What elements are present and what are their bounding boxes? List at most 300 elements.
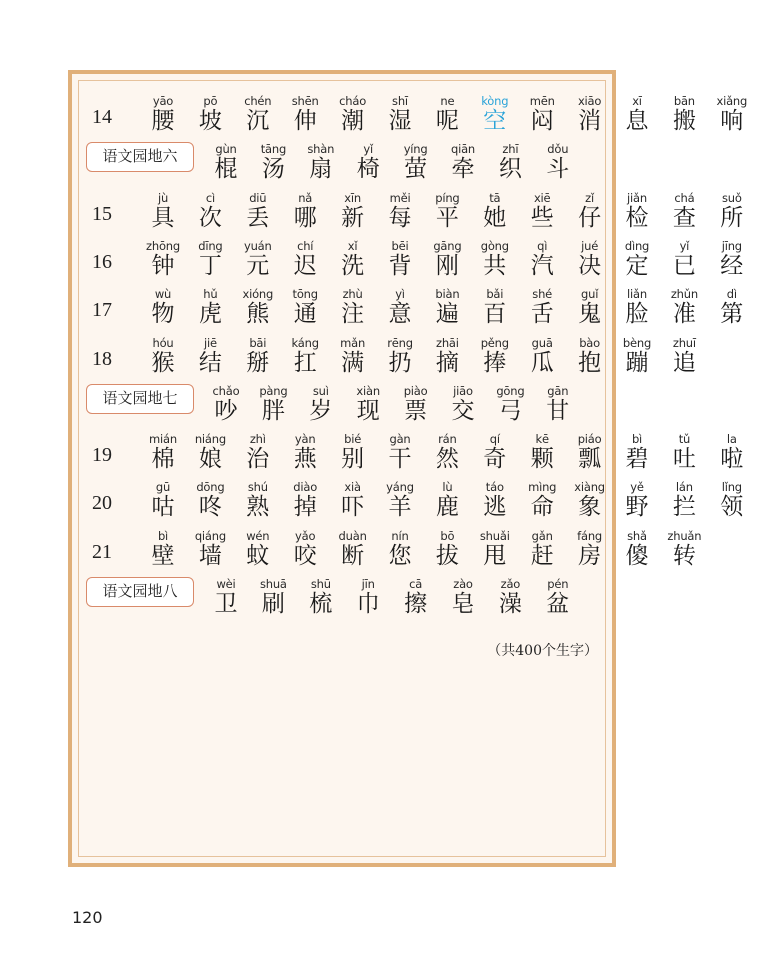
hanzi: 断 [341, 542, 365, 569]
pinyin: guǐ [581, 287, 599, 302]
hanzi: 鬼 [578, 301, 602, 328]
character-cell [140, 175, 186, 231]
hanzi: 咕 [151, 494, 175, 521]
hanzi: 傻 [625, 542, 649, 569]
pinyin: xiàng [574, 480, 605, 495]
hanzi: 皂 [451, 591, 475, 617]
character-cell [330, 271, 376, 328]
character-cell [235, 271, 281, 328]
hanzi: 注 [341, 301, 365, 328]
pinyin: gōng [496, 383, 525, 398]
character-cell [235, 464, 281, 521]
hanzi: 决 [578, 252, 602, 279]
character-cell [614, 416, 660, 473]
pinyin: guā [531, 335, 553, 350]
pinyin: lù [442, 480, 453, 495]
hanzi: 第 [720, 301, 744, 328]
character-cell [709, 223, 755, 279]
page-frame [68, 70, 748, 867]
character-cell [472, 416, 518, 473]
character-cell [440, 126, 486, 183]
character-cell [330, 320, 376, 376]
hanzi: 逃 [483, 494, 507, 521]
character-cell [614, 78, 660, 134]
character-cell [440, 561, 486, 617]
pinyin: gū [155, 480, 171, 495]
character-cell [235, 78, 281, 134]
hanzi: 丢 [246, 204, 270, 231]
pinyin: zhuī [672, 335, 696, 350]
pinyin: chí [297, 238, 314, 253]
hanzi: 转 [672, 542, 696, 569]
hanzi: 交 [451, 397, 475, 424]
character-cell [472, 175, 518, 231]
hanzi: 响 [720, 108, 744, 134]
character-cell [567, 271, 613, 328]
character-cell [709, 175, 755, 231]
hanzi: 现 [356, 397, 380, 424]
hanzi: 房 [578, 542, 602, 569]
hanzi: 满 [341, 349, 365, 376]
character-cell [330, 78, 376, 134]
character-cell [377, 78, 423, 134]
character-cell [282, 416, 328, 473]
character-cell [472, 271, 518, 328]
pinyin: pō [203, 94, 218, 108]
pinyin: pàng [259, 383, 288, 398]
lesson-row [72, 175, 744, 231]
pinyin: jù [157, 190, 169, 205]
pinyin: lǐng [721, 480, 742, 495]
pinyin: shàn [307, 142, 335, 157]
hanzi: 瓜 [530, 349, 554, 376]
character-cell [250, 126, 296, 183]
character-cell [614, 464, 660, 521]
hanzi: 元 [246, 252, 270, 279]
hanzi: 空 [483, 108, 507, 134]
character-cell [661, 175, 707, 231]
character-cell [203, 561, 249, 617]
hanzi: 钟 [151, 252, 175, 279]
hanzi: 掉 [293, 494, 317, 521]
pinyin: diào [293, 480, 318, 495]
character-cell [298, 561, 344, 617]
pinyin: bì [157, 528, 169, 543]
character-cell [330, 175, 376, 231]
pinyin: nǎ [298, 190, 313, 205]
character-cell [187, 320, 233, 376]
character-cell [472, 320, 518, 376]
character-cell [282, 271, 328, 328]
hanzi: 澡 [498, 591, 522, 617]
character-cell [519, 78, 565, 134]
hanzi: 共 [483, 252, 507, 279]
character-cell [709, 271, 755, 328]
hanzi: 壁 [151, 542, 175, 569]
character-cell [661, 271, 707, 328]
hanzi: 沉 [246, 108, 270, 134]
pinyin: xiē [533, 190, 551, 205]
pinyin: la [726, 432, 737, 447]
pinyin: suì [312, 383, 329, 398]
hanzi: 拦 [672, 494, 696, 521]
hanzi: 检 [625, 204, 649, 231]
character-cell [282, 223, 328, 279]
hanzi: 甩 [483, 542, 507, 569]
pinyin: yuán [243, 238, 272, 253]
pinyin: rēng [387, 335, 413, 350]
character-cell [140, 78, 186, 134]
hanzi: 赶 [530, 542, 554, 569]
pinyin: zhuǎn [667, 528, 702, 543]
hanzi: 扛 [293, 349, 317, 376]
hanzi: 吵 [214, 397, 238, 424]
hanzi: 然 [435, 446, 459, 473]
hanzi: 您 [388, 542, 412, 569]
hanzi: 棉 [151, 446, 175, 473]
character-cell [614, 175, 660, 231]
pinyin: jīng [721, 238, 742, 253]
character-cell [330, 416, 376, 473]
character-cell [424, 175, 470, 231]
character-cell [235, 175, 281, 231]
character-cell [140, 416, 186, 473]
hanzi: 奇 [483, 446, 507, 473]
pinyin: pén [547, 577, 569, 591]
pinyin: tā [489, 190, 501, 205]
hanzi: 卫 [214, 591, 238, 617]
hanzi: 查 [672, 204, 696, 231]
character-cell [709, 78, 755, 134]
hanzi: 湿 [388, 108, 412, 134]
character-cell [377, 320, 423, 376]
hanzi: 迟 [293, 252, 317, 279]
character-cell [535, 368, 581, 424]
lesson-number: 21 [92, 540, 112, 563]
hanzi: 闷 [530, 108, 554, 134]
hanzi: 舌 [530, 301, 554, 328]
character-cell [567, 464, 613, 521]
character-cell [567, 320, 613, 376]
character-cell [345, 368, 391, 424]
hanzi: 呢 [435, 108, 459, 134]
pinyin: dǒu [547, 142, 569, 157]
pinyin: zǐ [585, 190, 595, 205]
hanzi: 别 [341, 446, 365, 473]
hanzi: 吓 [341, 494, 365, 521]
character-cell [614, 320, 660, 376]
pinyin: yíng [403, 142, 428, 157]
character-cell [282, 175, 328, 231]
total-note: （共400个生字） [487, 643, 598, 659]
character-cell [187, 513, 233, 569]
pinyin: xiāo [577, 94, 602, 108]
hanzi: 腰 [151, 108, 175, 134]
hanzi: 已 [672, 252, 696, 279]
character-cell [709, 464, 755, 521]
character-cell [614, 513, 660, 569]
character-cell [140, 320, 186, 376]
pinyin: xīn [344, 190, 361, 205]
hanzi: 虎 [198, 301, 222, 328]
character-cell [282, 320, 328, 376]
pinyin: měi [389, 190, 411, 205]
hanzi: 次 [198, 204, 222, 231]
character-cell [519, 464, 565, 521]
hanzi: 织 [498, 156, 522, 183]
hanzi: 定 [625, 252, 649, 279]
hanzi: 伸 [293, 108, 317, 134]
character-cell [140, 223, 186, 279]
hanzi: 息 [625, 108, 649, 134]
character-cell [298, 368, 344, 424]
pinyin: bié [344, 432, 362, 447]
character-cell [187, 223, 233, 279]
character-cell [235, 416, 281, 473]
character-cell [567, 175, 613, 231]
pinyin: píng [435, 190, 460, 205]
lesson-row [72, 464, 744, 521]
pinyin: ne [440, 94, 455, 108]
character-cell [377, 223, 423, 279]
pinyin: yě [630, 480, 644, 495]
hanzi: 娘 [198, 446, 222, 473]
character-cell [203, 368, 249, 424]
lesson-number: 15 [92, 202, 112, 225]
character-cell [393, 561, 439, 617]
character-cell [424, 271, 470, 328]
character-cell [661, 320, 707, 376]
hanzi: 象 [578, 494, 602, 521]
lesson-number: 19 [92, 444, 112, 467]
pinyin: jiē [203, 335, 217, 350]
hanzi: 猴 [151, 349, 175, 376]
hanzi: 准 [672, 301, 696, 328]
character-cell [345, 126, 391, 183]
pinyin: qí [489, 432, 500, 447]
hanzi: 捧 [483, 349, 507, 376]
pinyin: dìng [624, 238, 650, 253]
pinyin: tōng [292, 287, 318, 302]
pinyin: gòng [480, 238, 509, 253]
character-cell [377, 271, 423, 328]
character-cell [567, 223, 613, 279]
pinyin: chén [244, 94, 272, 108]
pinyin: hóu [152, 335, 174, 350]
pinyin: bì [631, 432, 643, 447]
pinyin: jiǎn [627, 190, 647, 205]
hanzi: 些 [530, 204, 554, 231]
lesson-row [72, 368, 612, 424]
character-cell [298, 126, 344, 183]
pinyin: gǎn [531, 528, 553, 543]
character-cell [472, 78, 518, 134]
pinyin: mìng [528, 480, 557, 495]
hanzi: 扇 [309, 156, 333, 183]
pinyin: zhǔn [670, 287, 698, 302]
character-cell [709, 416, 755, 473]
character-cell [187, 416, 233, 473]
hanzi: 蚊 [246, 542, 270, 569]
lesson-row [72, 126, 612, 183]
hanzi: 胖 [261, 397, 285, 424]
hanzi: 牵 [451, 156, 475, 183]
pinyin: dì [726, 287, 737, 302]
hanzi: 平 [435, 204, 459, 231]
pinyin: bō [440, 528, 455, 543]
pinyin: dōng [196, 480, 225, 495]
character-cell [535, 561, 581, 617]
hanzi: 领 [720, 494, 744, 521]
hanzi: 哪 [293, 204, 317, 231]
character-cell [330, 513, 376, 569]
character-cell [661, 464, 707, 521]
hanzi: 丁 [198, 252, 222, 279]
pinyin: bān [673, 94, 695, 108]
lesson-row [72, 223, 744, 279]
character-cell [203, 126, 249, 183]
pinyin: zhù [342, 287, 363, 302]
pinyin: cì [205, 190, 215, 205]
character-cell [661, 416, 707, 473]
character-cell [187, 175, 233, 231]
pinyin: qiáng [194, 528, 226, 543]
hanzi: 岁 [309, 397, 333, 424]
hanzi: 遍 [435, 301, 459, 328]
hanzi: 洗 [341, 252, 365, 279]
lesson-row [72, 320, 696, 376]
hanzi: 票 [404, 397, 428, 424]
hanzi: 椅 [356, 156, 380, 183]
pinyin: liǎn [627, 287, 647, 302]
pinyin: bèng [622, 335, 652, 350]
character-cell [472, 513, 518, 569]
hanzi: 擦 [404, 591, 428, 617]
pinyin: mēn [529, 94, 555, 108]
pinyin: kòng [481, 94, 509, 108]
hanzi: 刚 [435, 252, 459, 279]
pinyin: yáng [386, 480, 414, 495]
pinyin: shuā [259, 577, 287, 591]
character-cell [487, 368, 533, 424]
hanzi: 治 [246, 446, 270, 473]
pinyin: bēi [391, 238, 409, 253]
pinyin: wén [246, 528, 270, 543]
pinyin: zǎo [500, 577, 521, 591]
pinyin: tǔ [678, 432, 691, 447]
hanzi: 新 [341, 204, 365, 231]
pinyin: shī [392, 94, 408, 108]
hanzi: 意 [388, 301, 412, 328]
pinyin: yì [395, 287, 405, 302]
hanzi: 所 [720, 204, 744, 231]
hanzi: 啦 [720, 446, 744, 473]
hanzi: 命 [530, 494, 554, 521]
character-cell [519, 416, 565, 473]
pinyin: zhāi [436, 335, 459, 350]
character-cell [140, 464, 186, 521]
hanzi: 结 [198, 349, 222, 376]
lesson-number: 17 [92, 299, 112, 322]
pinyin: fáng [577, 528, 603, 543]
pinyin: yāo [152, 94, 174, 108]
character-cell [614, 271, 660, 328]
character-cell [440, 368, 486, 424]
pinyin: duàn [338, 528, 367, 543]
character-cell [393, 126, 439, 183]
section-badge: 语文园地六 [86, 142, 194, 172]
pinyin: xī [632, 94, 642, 108]
pinyin: táo [485, 480, 504, 495]
hanzi: 搬 [672, 108, 696, 134]
hanzi: 碧 [625, 446, 649, 473]
character-cell [330, 223, 376, 279]
hanzi: 潮 [341, 108, 365, 134]
pinyin: dīng [198, 238, 223, 253]
pinyin: bāi [249, 335, 267, 350]
pinyin: zhī [502, 142, 519, 157]
pinyin: chá [674, 190, 695, 205]
hanzi: 熊 [246, 301, 270, 328]
hanzi: 巾 [356, 591, 380, 617]
character-cell [519, 320, 565, 376]
hanzi: 掰 [246, 349, 270, 376]
hanzi: 背 [388, 252, 412, 279]
character-cell [345, 561, 391, 617]
pinyin: niáng [194, 432, 226, 447]
pinyin: bǎi [486, 287, 504, 302]
character-cell [519, 513, 565, 569]
hanzi: 刷 [261, 591, 285, 617]
pinyin: hǔ [203, 287, 218, 302]
character-cell [567, 78, 613, 134]
pinyin: shé [532, 287, 553, 302]
hanzi: 拔 [435, 542, 459, 569]
lesson-number: 20 [92, 492, 112, 515]
hanzi: 咚 [198, 494, 222, 521]
character-cell [424, 464, 470, 521]
character-cell [424, 513, 470, 569]
pinyin: bào [579, 335, 600, 350]
pinyin: zhōng [146, 238, 180, 253]
character-cell [282, 78, 328, 134]
hanzi: 汽 [530, 252, 554, 279]
pinyin: shuǎi [479, 528, 510, 543]
character-cell [140, 271, 186, 328]
hanzi: 萤 [404, 156, 428, 183]
pinyin: tāng [260, 142, 287, 157]
pinyin: gùn [215, 142, 237, 157]
hanzi: 吐 [672, 446, 696, 473]
hanzi: 追 [672, 349, 696, 376]
pinyin: piào [403, 383, 428, 398]
section-badge: 语文园地七 [86, 384, 194, 414]
character-cell [519, 223, 565, 279]
lesson-number: 14 [92, 106, 112, 128]
character-cell [393, 368, 439, 424]
hanzi: 汤 [261, 156, 285, 183]
pinyin: shú [247, 480, 268, 495]
character-cell [235, 513, 281, 569]
pinyin: nín [391, 528, 409, 543]
hanzi: 消 [578, 108, 602, 134]
pinyin: xióng [242, 287, 274, 302]
pinyin: gān [547, 383, 569, 398]
pinyin: gàn [389, 432, 411, 447]
hanzi: 弓 [498, 397, 522, 424]
pinyin: shū [310, 577, 331, 591]
hanzi: 斗 [546, 156, 570, 183]
